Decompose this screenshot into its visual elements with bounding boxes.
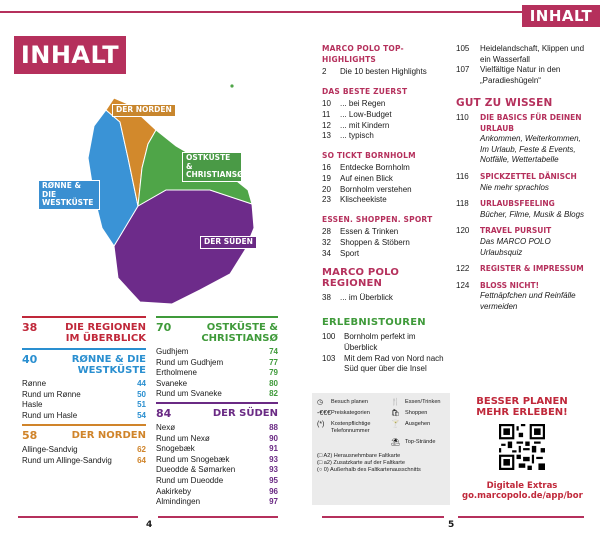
place-name: Almindingen (156, 497, 201, 507)
region-list-item[interactable] (22, 400, 146, 411)
region-list-item[interactable] (156, 465, 278, 476)
legend-note: (○ 0) Außerhalb des Faltkartenausschnitts (317, 467, 421, 473)
promo-head: BESSER PLANEN MEHR ERLEBEN! (476, 396, 568, 418)
toc-entry-title: Vielfältige Natur in den „Paradieshügeln“ (480, 65, 561, 85)
region-list-item[interactable] (156, 434, 278, 445)
legend-text: Top-Strände (405, 439, 436, 445)
toc-entry-title: ... Low-Budget (340, 109, 392, 119)
region-list-item[interactable] (156, 368, 278, 379)
place-name: Rund um Nexø (156, 433, 210, 443)
page-rule-left-2 (158, 516, 278, 518)
region-list-item[interactable] (156, 389, 278, 400)
page-ref: 80 (269, 378, 278, 388)
toc-entry-title: ... bei Regen (340, 99, 386, 109)
page-ref: 50 (137, 389, 146, 399)
toc-entry-title: Heidelandschaft, Klippen und ein Wasserfall (480, 44, 585, 64)
wissen-title: URLAUBSFEELING (480, 199, 555, 209)
region-number: 38 (22, 321, 38, 334)
legend-symbol-icon: (*) (317, 421, 325, 428)
place-name: Rund um Svaneke (156, 389, 222, 399)
wissen-entry[interactable] (456, 226, 586, 258)
section-head: DAS BESTE ZUERST (322, 86, 408, 96)
wissen-title: BLOSS NICHT! (480, 280, 540, 290)
toc-page-number: 124 (456, 280, 470, 290)
page-ref: 74 (269, 347, 278, 356)
place-name: Rønne (22, 379, 47, 388)
region-list-item[interactable] (22, 390, 146, 401)
legend-grid (317, 399, 445, 446)
toc-page-number: 107 (456, 65, 470, 75)
toc-entry[interactable] (322, 238, 444, 249)
legend-symbol-icon: ◷ (317, 399, 324, 406)
region-list (156, 423, 278, 508)
wissen-title: SPICKZETTEL DÄNISCH (480, 171, 577, 181)
toc-entry-title: Klischeekiste (340, 195, 387, 205)
map-christianso-dot (230, 84, 233, 87)
wissen-desc: Ankommen, Weiterkommen, Im Urlaub, Feste & Events, Notfälle, Wettertabelle (480, 134, 581, 165)
toc-entry[interactable] (322, 131, 444, 142)
legend-item (391, 421, 453, 435)
wissen-desc: Fettnäpfchen und Reinfälle vermeiden (480, 291, 576, 311)
legend-text: Kostenpflichtige Telefonnummer (331, 421, 371, 434)
legend-symbol-icon: ⛱ (391, 439, 400, 446)
toc-page-number: 120 (456, 226, 470, 236)
legend-text: Besuch planen (331, 399, 369, 405)
region-list-item[interactable] (156, 444, 278, 455)
toc-entry-title: Bornholm perfekt im Überblick (344, 332, 416, 353)
page-ref: 93 (269, 454, 278, 464)
toc-list (322, 293, 444, 304)
toc-entry[interactable] (456, 65, 586, 86)
toc-list (322, 163, 444, 205)
page-number-right: 5 (448, 520, 455, 530)
toc-entry-title: Shoppen & Stöbern (340, 237, 410, 247)
toc-page-number: 110 (456, 112, 469, 122)
top-rule (0, 11, 600, 13)
region-84 (156, 402, 278, 508)
legend-text: Preiskategorien (331, 410, 370, 416)
legend-symbol-icon: 🛍 (391, 410, 400, 417)
legend-item (391, 439, 453, 446)
toc-page-number: 11 (322, 109, 331, 119)
toc-entry-title: Bornholm verstehen (340, 184, 412, 194)
page-ref: 97 (269, 497, 278, 507)
region-number: 84 (156, 407, 172, 420)
toc-entry[interactable] (322, 99, 444, 110)
wissen-desc: Das MARCO POLO Urlaubsquiz (480, 236, 551, 257)
place-name: Ertholmene (156, 368, 197, 378)
wissen-entry[interactable] (456, 281, 586, 313)
region-list-item[interactable] (22, 379, 146, 390)
wissen-entry[interactable] (456, 199, 586, 220)
region-name: RØNNE & DIE WESTKÜSTE (71, 354, 146, 376)
region-name: DER SÜDEN (212, 408, 278, 419)
toc-page-number: 122 (456, 264, 470, 274)
toc-list (322, 67, 444, 78)
promo-box (462, 396, 582, 501)
legend-symbol-icon: 🍴 (391, 399, 400, 406)
legend-item (391, 410, 453, 417)
region-list-item[interactable] (156, 476, 278, 487)
promo-foot-title: Digitale Extras (486, 481, 558, 491)
region-list-item[interactable] (156, 423, 278, 434)
toc-page-number: 103 (322, 353, 336, 363)
page-rule-left (18, 516, 138, 518)
toc-entry[interactable] (322, 174, 444, 185)
page-ref: 88 (269, 423, 278, 432)
place-name: Hasle (22, 400, 43, 410)
toc-page-number: 28 (322, 227, 331, 237)
toc-list (322, 332, 444, 374)
legend-item (317, 410, 391, 417)
page-ref: 51 (137, 400, 146, 410)
place-name: Svaneke (156, 378, 188, 388)
region-list (156, 347, 278, 400)
region-list-item[interactable] (156, 455, 278, 466)
legend-notes (317, 453, 445, 474)
toc-entry-title: Auf einen Blick (340, 173, 393, 183)
legend-box (312, 393, 450, 505)
toc-entry-title: ... mit Kindern (340, 120, 390, 130)
place-name: Snogebæk (156, 444, 195, 454)
toc-middle-column (322, 44, 444, 375)
page-ref: 77 (269, 357, 278, 367)
page-rule-right (322, 516, 444, 518)
wissen-entry[interactable] (456, 172, 586, 193)
header-tag: INHALT (522, 5, 600, 27)
toc-page-number: 100 (322, 332, 336, 342)
region-list (22, 445, 146, 466)
wissen-title: DIE BASICS FÜR DEINEN URLAUB (480, 112, 582, 133)
toc-entry-title: ... im Überblick (340, 293, 393, 303)
toc-entry[interactable] (322, 227, 444, 238)
region-list (22, 379, 146, 421)
place-name: Gudhjem (156, 347, 189, 356)
qr-code-icon[interactable] (499, 424, 545, 470)
region-number: 40 (22, 353, 38, 366)
region-40 (22, 348, 146, 421)
toc-page-number: 118 (456, 199, 469, 209)
page-ref: 91 (269, 444, 278, 454)
toc-entry-title: ... typisch (340, 131, 374, 141)
promo-foot-url[interactable]: go.marcopolo.de/app/bor (462, 491, 583, 501)
place-name: Rund um Rønne (22, 389, 81, 399)
toc-list (322, 227, 444, 259)
toc-entry[interactable] (322, 110, 444, 121)
toc-entry[interactable] (322, 293, 444, 304)
region-38 (22, 316, 146, 347)
section-head: MARCO POLO REGIONEN (322, 267, 400, 289)
wissen-title: REGISTER & IMPRESSUM (480, 264, 584, 274)
place-name: Allinge-Sandvig (22, 445, 78, 454)
page-ref: 64 (137, 455, 146, 465)
place-name: Rund um Hasle (22, 410, 78, 420)
place-name: Nexø (156, 423, 176, 432)
section-head: GUT ZU WISSEN (456, 97, 553, 110)
wissen-entry[interactable] (456, 113, 586, 166)
toc-page-number: 19 (322, 173, 331, 183)
toc-page-number: 12 (322, 120, 331, 130)
toc-list (322, 99, 444, 141)
wissen-desc: Nie mehr sprachlos (480, 182, 549, 192)
toc-entry-title: Mit dem Rad von Nord nach Süd quer über die Insel (344, 353, 444, 374)
legend-text: Ausgehen (405, 421, 431, 427)
page-ref: 95 (269, 475, 278, 485)
place-name: Aakirkeby (156, 486, 192, 496)
region-58 (22, 424, 146, 466)
legend-text: Shoppen (405, 410, 428, 416)
wissen-list (456, 113, 586, 313)
region-number: 70 (156, 321, 172, 334)
toc-entry-title: Die 10 besten Highlights (340, 67, 427, 77)
page-ref: 44 (137, 379, 146, 388)
place-name: Dueodde & Sømarken (156, 465, 236, 475)
toc-page-number: 10 (322, 99, 331, 109)
legend-note: (□ a2) Zusatzkarte auf der Faltkarte (317, 460, 405, 466)
page-ref: 79 (269, 368, 278, 378)
legend-text: Essen/Trinken (405, 399, 441, 405)
toc-page-number: 105 (456, 44, 470, 53)
page-ref: 82 (269, 389, 278, 399)
place-name: Rund um Allinge-Sandvig (22, 455, 112, 465)
region-name: DIE REGIONEN IM ÜBERBLICK (65, 322, 146, 344)
toc-entry[interactable] (322, 67, 444, 78)
wissen-entry[interactable] (456, 264, 586, 275)
region-list-item[interactable] (22, 445, 146, 456)
wissen-desc: Bücher, Filme, Musik & Blogs (480, 209, 585, 219)
region-name: DER NORDEN (71, 430, 146, 441)
toc-right-column (456, 44, 586, 318)
toc-entry-title: Essen & Trinken (340, 227, 399, 237)
section-head: ESSEN. SHOPPEN. SPORT (322, 214, 433, 224)
toc-entry[interactable] (322, 121, 444, 132)
toc-list (456, 44, 586, 86)
toc-page-number: 13 (322, 131, 331, 141)
region-70 (156, 316, 278, 400)
toc-entry[interactable] (322, 249, 444, 260)
toc-entry[interactable] (456, 44, 586, 65)
toc-entry[interactable] (322, 195, 444, 206)
legend-item (391, 399, 453, 406)
toc-page-number: 116 (456, 171, 469, 181)
map-label-norden: DER NORDEN (112, 104, 176, 117)
legend-note: (□ A2) Herausnehmbare Faltkarte (317, 453, 401, 459)
section-head: SO TICKT BORNHOLM (322, 150, 416, 160)
section-head: ERLEBNISTOUREN (322, 316, 426, 328)
legend-symbol-icon: 🍸 (391, 421, 400, 428)
toc-page-number: 16 (322, 163, 331, 173)
page-ref: 90 (269, 433, 278, 443)
toc-entry[interactable] (322, 185, 444, 196)
toc-page-number: 38 (322, 293, 331, 303)
region-list-item[interactable] (156, 379, 278, 390)
place-name: Rund um Gudhjem (156, 357, 224, 367)
toc-page-number: 20 (322, 184, 331, 194)
toc-page-number: 23 (322, 195, 331, 205)
place-name: Rund um Snogebæk (156, 454, 230, 464)
toc-entry[interactable] (322, 354, 444, 375)
legend-item (317, 421, 391, 435)
page-ref: 62 (137, 445, 146, 454)
legend-item (317, 439, 391, 446)
map-label-west: RØNNE & DIE WESTKÜSTE (38, 180, 100, 210)
region-list-item[interactable] (156, 347, 278, 358)
map-label-ost: OSTKÜSTE & CHRISTIANSØ (182, 152, 242, 182)
region-number: 58 (22, 429, 38, 442)
map-label-sud: DER SÜDEN (200, 236, 257, 249)
page-rule-right-2 (458, 516, 584, 518)
toc-page-number: 32 (322, 237, 331, 247)
toc-page-number: 34 (322, 248, 331, 258)
region-list-item[interactable] (156, 497, 278, 508)
place-name: Rund um Dueodde (156, 475, 224, 485)
page-ref: 93 (269, 465, 278, 475)
toc-entry-title: Sport (340, 248, 360, 258)
toc-entry[interactable] (322, 332, 444, 353)
legend-symbol-icon: -€€€ (317, 410, 332, 417)
region-list-item[interactable] (22, 456, 146, 467)
page-ref: 54 (137, 410, 146, 420)
toc-entry[interactable] (322, 163, 444, 174)
wissen-title: TRAVEL PURSUIT (480, 226, 552, 236)
section-head: MARCO POLO TOP-HIGHLIGHTS (322, 44, 404, 64)
region-list-item[interactable] (156, 358, 278, 369)
page-number-left: 4 (146, 520, 153, 530)
toc-entry-title: Entdecke Bornholm (340, 163, 410, 173)
page-title: INHALT (14, 36, 126, 74)
toc-page-number: 2 (322, 67, 327, 77)
region-name: OSTKÜSTE & CHRISTIANSØ (201, 322, 278, 344)
region-list-item[interactable] (22, 411, 146, 422)
page-ref: 96 (269, 486, 278, 496)
legend-item (317, 399, 391, 406)
region-list-item[interactable] (156, 487, 278, 498)
